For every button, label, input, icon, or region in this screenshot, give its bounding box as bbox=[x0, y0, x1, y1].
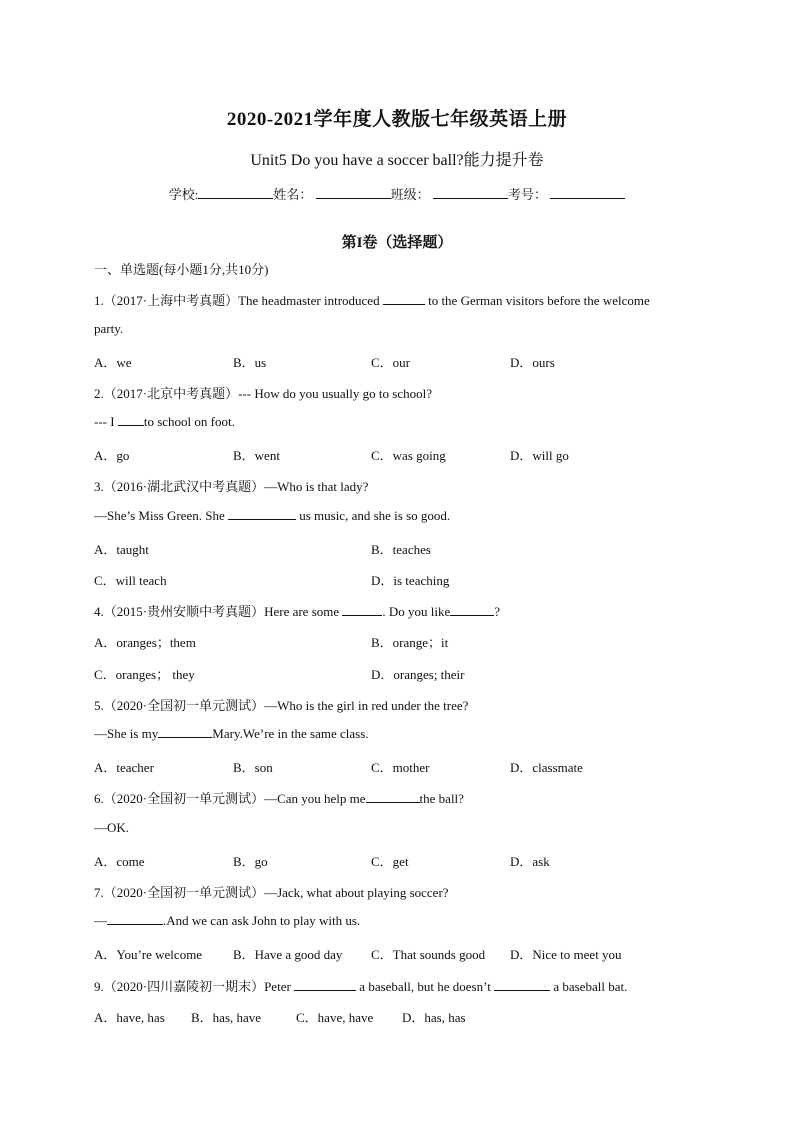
question-4 bbox=[94, 601, 500, 620]
answer-blank[interactable] bbox=[158, 726, 212, 738]
option-c[interactable]: C．will teach bbox=[94, 573, 167, 588]
answer-blank[interactable] bbox=[494, 979, 550, 991]
question-text: ? bbox=[494, 604, 501, 619]
question-text: 9.（2020·四川嘉陵初一期末）Peter bbox=[94, 979, 295, 994]
option-b[interactable]: B．teaches bbox=[371, 542, 431, 557]
answer-blank[interactable] bbox=[450, 604, 494, 616]
question-text: a baseball, but he doesn’t bbox=[356, 979, 495, 994]
answer-blank[interactable] bbox=[107, 913, 163, 925]
question-1 bbox=[94, 290, 650, 309]
question-text: .And we can ask John to play with us. bbox=[163, 913, 361, 928]
question-text: a baseball bat. bbox=[550, 979, 628, 994]
question-text: to the German visitors before the welcome bbox=[424, 293, 650, 308]
section-title: 第I卷（选择题） bbox=[341, 235, 453, 251]
class-label: 班级： bbox=[390, 187, 430, 202]
option-b[interactable]: B．orange；it bbox=[371, 635, 449, 650]
question-7-line2 bbox=[94, 913, 360, 929]
question-text: --- I bbox=[94, 414, 118, 429]
number-label: 考号： bbox=[507, 187, 547, 202]
answer-blank[interactable] bbox=[383, 293, 425, 305]
option-d[interactable]: D．Nice to meet you bbox=[510, 947, 622, 962]
option-a[interactable]: A．have, has bbox=[94, 1010, 165, 1025]
number-blank[interactable] bbox=[550, 186, 625, 199]
option-c[interactable]: C．oranges； they bbox=[94, 667, 195, 682]
page-subtitle: Unit5 Do you have a soccer ball?能力提升卷 bbox=[250, 152, 544, 169]
option-a[interactable]: A．we bbox=[94, 355, 132, 370]
option-b[interactable]: B．went bbox=[233, 448, 280, 463]
question-2-line2 bbox=[94, 414, 235, 430]
option-d[interactable]: D．has, has bbox=[402, 1010, 466, 1025]
option-a[interactable]: A．You’re welcome bbox=[94, 947, 203, 962]
question-1-cont: party. bbox=[94, 321, 124, 336]
question-9 bbox=[94, 976, 627, 995]
option-c[interactable]: C．our bbox=[371, 355, 411, 370]
question-3: 3.（2016·湖北武汉中考真题）—Who is that lady? bbox=[94, 479, 369, 494]
option-c[interactable]: C．have, have bbox=[296, 1010, 374, 1025]
option-c[interactable]: C．was going bbox=[371, 448, 446, 463]
answer-blank[interactable] bbox=[294, 979, 356, 991]
question-6-line2: —OK. bbox=[94, 820, 130, 835]
option-d[interactable]: D．oranges; their bbox=[371, 667, 465, 682]
answer-blank[interactable] bbox=[228, 508, 296, 520]
question-text: —She is my bbox=[94, 726, 159, 741]
answer-blank[interactable] bbox=[366, 791, 420, 803]
school-blank[interactable] bbox=[198, 186, 273, 199]
question-7: 7.（2020·全国初一单元测试）—Jack, what about playing soccer? bbox=[94, 885, 449, 900]
question-text: 1.（2017·上海中考真题）The headmaster introduced bbox=[94, 293, 380, 308]
question-text: us music, and she is so good. bbox=[295, 508, 451, 523]
option-d[interactable]: D．ask bbox=[510, 854, 550, 869]
school-label: 学校: bbox=[168, 187, 199, 202]
question-5: 5.（2020·全国初一单元测试）—Who is the girl in red under the tree? bbox=[94, 698, 469, 713]
option-a[interactable]: A．oranges；them bbox=[94, 635, 196, 650]
option-b[interactable]: B．has, have bbox=[191, 1010, 262, 1025]
option-d[interactable]: D．will go bbox=[510, 448, 569, 463]
option-b[interactable]: B．son bbox=[233, 760, 273, 775]
question-text: to school on foot. bbox=[143, 414, 235, 429]
option-d[interactable]: D．classmate bbox=[510, 760, 583, 775]
question-text: . Do you like bbox=[382, 604, 451, 619]
option-b[interactable]: B．Have a good day bbox=[233, 947, 343, 962]
option-c[interactable]: C．get bbox=[371, 854, 409, 869]
question-text: 4.（2015·贵州安顺中考真题）Here are some bbox=[94, 604, 343, 619]
option-a[interactable]: A．go bbox=[94, 448, 130, 463]
option-c[interactable]: C．mother bbox=[371, 760, 430, 775]
question-6 bbox=[94, 788, 464, 807]
name-label: 姓名： bbox=[273, 187, 313, 202]
option-c[interactable]: C．That sounds good bbox=[371, 947, 486, 962]
option-b[interactable]: B．us bbox=[233, 355, 267, 370]
question-text: 6.（2020·全国初一单元测试）—Can you help me bbox=[94, 791, 366, 806]
option-a[interactable]: A．teacher bbox=[94, 760, 154, 775]
option-d[interactable]: D．ours bbox=[510, 355, 555, 370]
student-info-line bbox=[0, 184, 794, 203]
question-2: 2.（2017·北京中考真题）--- How do you usually go to school? bbox=[94, 386, 432, 401]
option-a[interactable]: A．taught bbox=[94, 542, 149, 557]
class-blank[interactable] bbox=[433, 186, 508, 199]
question-text: Mary.We’re in the same class. bbox=[212, 726, 369, 741]
page-title: 2020-2021学年度人教版七年级英语上册 bbox=[226, 109, 568, 130]
option-b[interactable]: B．go bbox=[233, 854, 268, 869]
question-5-line2 bbox=[94, 726, 369, 742]
question-text: —She’s Miss Green. She bbox=[94, 508, 228, 523]
question-3-line2 bbox=[94, 508, 450, 524]
part-title: 一、单选题(每小题1分,共10分) bbox=[94, 262, 269, 277]
question-text: the ball? bbox=[419, 791, 464, 806]
option-d[interactable]: D．is teaching bbox=[371, 573, 450, 588]
name-blank[interactable] bbox=[316, 186, 391, 199]
option-a[interactable]: A．come bbox=[94, 854, 145, 869]
answer-blank[interactable] bbox=[342, 604, 382, 616]
answer-blank[interactable] bbox=[118, 414, 144, 426]
question-text: — bbox=[94, 913, 107, 928]
